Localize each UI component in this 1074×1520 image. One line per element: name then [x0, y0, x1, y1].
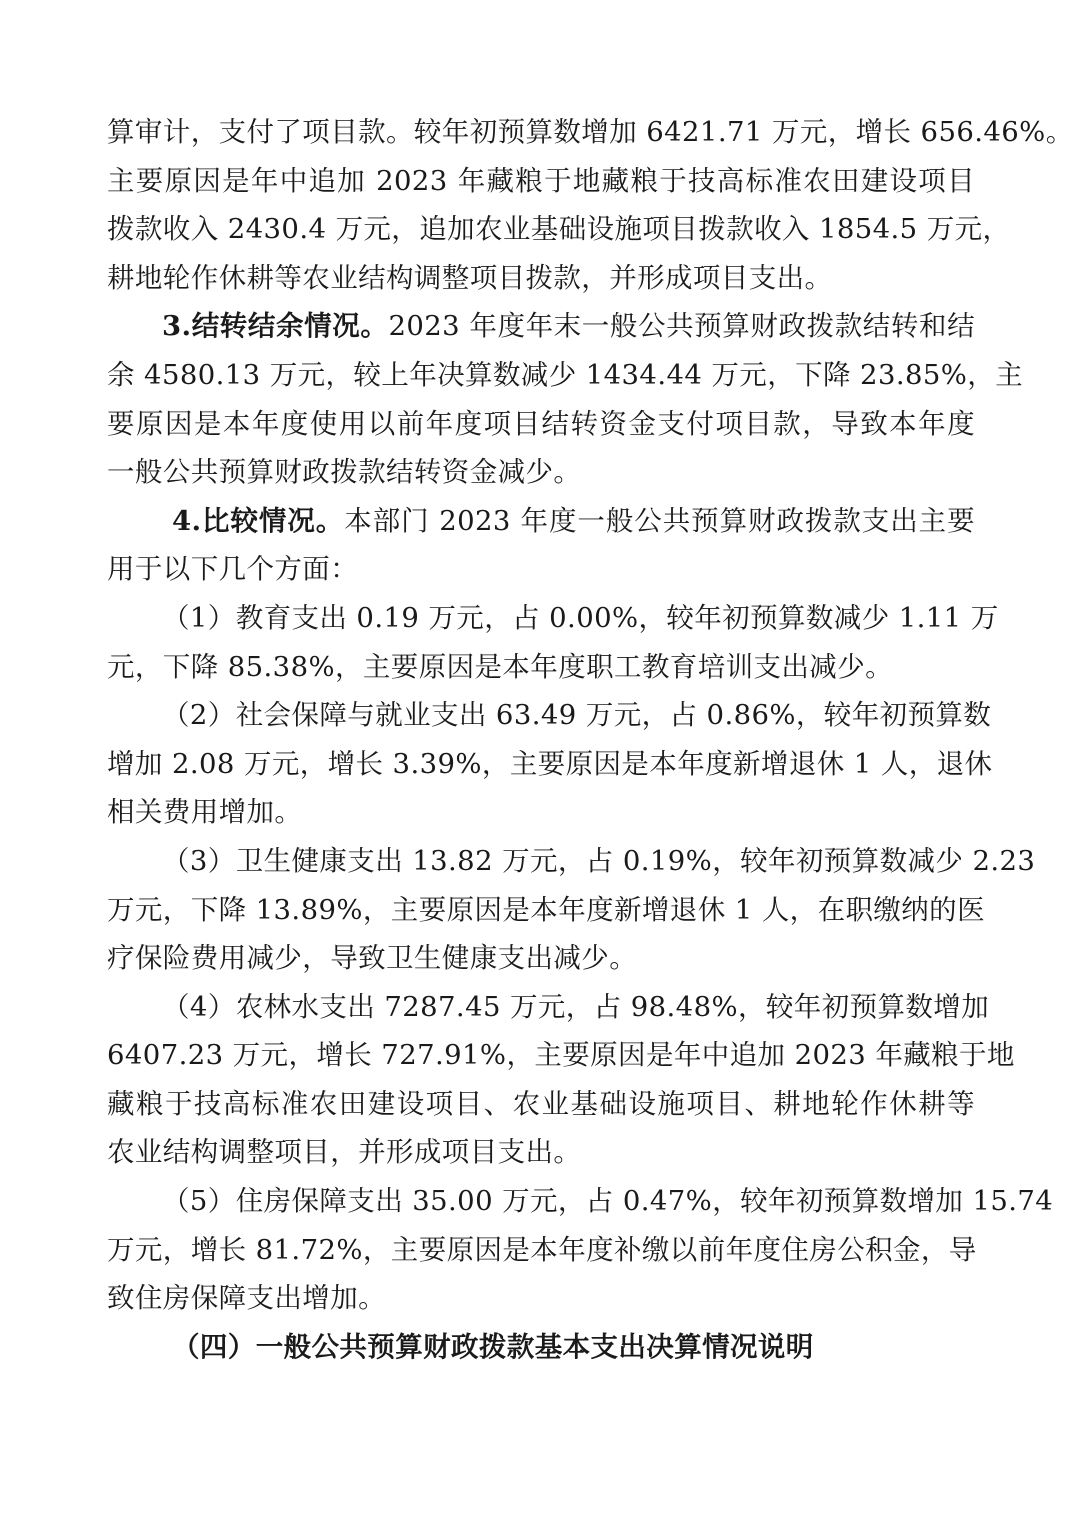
text-run: 本部门 2023 年度一般公共预算财政拨款支出主要: [344, 504, 975, 537]
text-line: （4）农林水支出 7287.45 万元，占 98.48%，较年初预算数增加: [162, 990, 990, 1023]
text-run: 2023 年度年末一般公共预算财政拨款结转和结: [388, 310, 975, 343]
text-line: 增加 2.08 万元，增长 3.39%，主要原因是本年度新增退休 1 人，退休: [107, 747, 993, 780]
text-line: [107, 302, 975, 351]
text-line: 主要原因是年中追加 2023 年藏粮于地藏粮于技高标准农田建设项目: [107, 164, 975, 197]
paragraph-budget-increase: [107, 108, 1074, 302]
paragraph-carryover: [107, 302, 1024, 496]
text-line: 万元，增长 81.72%，主要原因是本年度补缴以前年度住房公积金，导: [107, 1233, 977, 1266]
list-item-social-security: [107, 691, 993, 837]
text-line: 拨款收入 2430.4 万元，追加农业基础设施项目拨款收入 1854.5 万元，: [107, 213, 1011, 246]
text-line: （1）教育支出 0.19 万元，占 0.00%，较年初预算数减少 1.11 万: [162, 601, 999, 634]
subheading-carryover: 3.结转结余情况。: [162, 310, 389, 343]
list-item-health: [107, 837, 1036, 983]
text-line: 相关费用增加。: [107, 796, 303, 829]
text-line: （2）社会保障与就业支出 63.49 万元，占 0.86%，较年初预算数: [162, 699, 992, 732]
text-line: 藏粮于技高标准农田建设项目、农业基础设施项目、耕地轮作休耕等: [107, 1087, 975, 1120]
text-line: （5）住房保障支出 35.00 万元，占 0.47%，较年初预算数增加 15.74: [162, 1185, 1054, 1218]
text-line: 致住房保障支出增加。: [107, 1282, 386, 1315]
list-item-agriculture: [107, 983, 1015, 1177]
text-line: （3）卫生健康支出 13.82 万元，占 0.19%，较年初预算数减少 2.23: [162, 844, 1036, 877]
section-heading: （四）一般公共预算财政拨款基本支出决算情况说明: [172, 1330, 814, 1363]
text-line: 疗保险费用减少，导致卫生健康支出减少。: [107, 942, 638, 975]
text-line: 用于以下几个方面：: [107, 553, 359, 586]
text-line: 余 4580.13 万元，较上年决算数减少 1434.44 万元，下降 23.85%，主: [107, 358, 1024, 391]
text-line: 农业结构调整项目，并形成项目支出。: [107, 1136, 582, 1169]
list-item-education: [107, 594, 999, 691]
text-line: 万元，下降 13.89%，主要原因是本年度新增退休 1 人，在职缴纳的医: [107, 893, 985, 926]
text-line: 元，下降 85.38%，主要原因是本年度职工教育培训支出减少。: [107, 650, 893, 683]
text-line: 算审计，支付了项目款。较年初预算数增加 6421.71 万元，增长 656.46%。: [107, 116, 1074, 148]
subheading-comparison: 4.比较情况。: [172, 504, 345, 537]
paragraph-comparison: [107, 497, 975, 594]
document-page: [107, 108, 1074, 1371]
text-line: 6407.23 万元，增长 727.91%，主要原因是年中追加 2023 年藏粮于地: [107, 1039, 1015, 1072]
text-line: 耕地轮作休耕等农业结构调整项目拨款，并形成项目支出。: [107, 261, 833, 294]
text-line: 要原因是本年度使用以前年度项目结转资金支付项目款，导致本年度: [107, 407, 975, 440]
text-line: 一般公共预算财政拨款结转资金减少。: [107, 456, 582, 489]
list-item-housing: [107, 1177, 1054, 1323]
text-line: [107, 497, 975, 546]
